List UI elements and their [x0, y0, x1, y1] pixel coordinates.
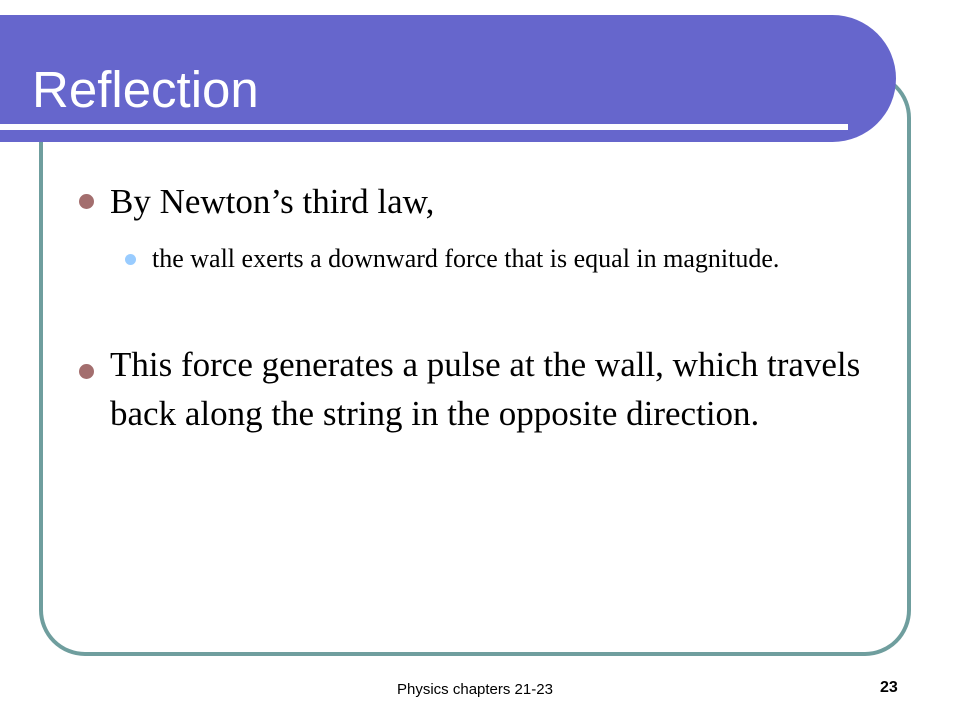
- bullet-dot-1: [79, 194, 94, 209]
- title-underline: [0, 124, 848, 130]
- bullet-dot-2: [79, 364, 94, 379]
- slide-title: Reflection: [32, 61, 259, 118]
- sub-bullet-text-1: the wall exerts a downward force that is equal in magnitude.: [152, 244, 780, 273]
- bullet-text-2: This force generates a pulse at the wall, which travels back along the string in the opposite direction.: [110, 345, 861, 433]
- bullet-text-1: By Newton’s third law,: [110, 182, 435, 221]
- page-number: 23: [880, 679, 898, 696]
- sub-bullet-dot-1: [125, 254, 136, 265]
- footer-label: Physics chapters 21-23: [397, 681, 553, 698]
